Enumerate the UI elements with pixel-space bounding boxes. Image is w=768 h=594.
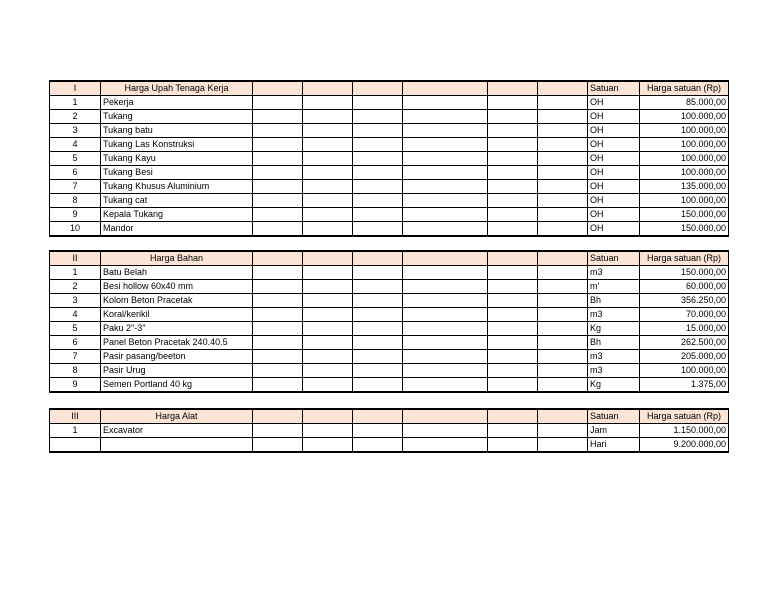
- item-price[interactable]: 100.000,00: [640, 124, 729, 138]
- item-unit[interactable]: OH: [588, 166, 640, 180]
- empty-cell[interactable]: [253, 152, 303, 166]
- item-price[interactable]: 15.000,00: [640, 322, 729, 336]
- empty-cell[interactable]: [303, 194, 353, 208]
- empty-cell: [538, 251, 588, 266]
- empty-cell: [303, 251, 353, 266]
- item-unit[interactable]: Jam: [588, 424, 640, 438]
- empty-cell[interactable]: [538, 208, 588, 222]
- empty-cell[interactable]: [538, 322, 588, 336]
- empty-cell[interactable]: [538, 378, 588, 393]
- empty-cell[interactable]: [303, 96, 353, 110]
- table-row: [50, 336, 729, 350]
- section-title: Harga Upah Tenaga Kerja: [101, 81, 253, 96]
- empty-cell[interactable]: [253, 266, 303, 280]
- item-unit[interactable]: OH: [588, 152, 640, 166]
- empty-cell[interactable]: [538, 138, 588, 152]
- empty-cell[interactable]: [253, 166, 303, 180]
- table-row: [50, 208, 729, 222]
- empty-cell[interactable]: [253, 138, 303, 152]
- empty-cell[interactable]: [253, 378, 303, 393]
- empty-cell[interactable]: [303, 322, 353, 336]
- section-title: Harga Alat: [101, 409, 253, 424]
- price-header: Harga satuan (Rp): [640, 409, 729, 424]
- empty-cell[interactable]: [353, 322, 403, 336]
- item-price[interactable]: 1.375,00: [640, 378, 729, 393]
- empty-cell[interactable]: [303, 138, 353, 152]
- empty-cell[interactable]: [353, 180, 403, 194]
- section-header-row: [50, 409, 729, 424]
- empty-cell[interactable]: [303, 336, 353, 350]
- empty-cell[interactable]: [253, 294, 303, 308]
- empty-cell[interactable]: [488, 294, 538, 308]
- empty-cell[interactable]: [303, 110, 353, 124]
- empty-cell[interactable]: [403, 194, 488, 208]
- item-unit[interactable]: Bh: [588, 336, 640, 350]
- empty-cell[interactable]: [538, 424, 588, 438]
- table-row: [50, 110, 729, 124]
- item-name[interactable]: Pekerja: [101, 96, 253, 110]
- empty-cell[interactable]: [403, 424, 488, 438]
- empty-cell[interactable]: [303, 280, 353, 294]
- empty-cell[interactable]: [353, 222, 403, 237]
- item-name[interactable]: Tukang Kayu: [101, 152, 253, 166]
- empty-cell: [303, 81, 353, 96]
- empty-cell[interactable]: [488, 350, 538, 364]
- row-number[interactable]: 1: [50, 266, 101, 280]
- item-unit[interactable]: OH: [588, 124, 640, 138]
- empty-cell[interactable]: [538, 194, 588, 208]
- row-number[interactable]: 10: [50, 222, 101, 237]
- empty-cell[interactable]: [303, 124, 353, 138]
- row-number[interactable]: 5: [50, 152, 101, 166]
- table-row: [50, 322, 729, 336]
- row-number[interactable]: 6: [50, 336, 101, 350]
- empty-cell[interactable]: [353, 308, 403, 322]
- unit-header: Satuan: [588, 409, 640, 424]
- empty-cell[interactable]: [353, 166, 403, 180]
- empty-cell[interactable]: [303, 378, 353, 393]
- empty-cell[interactable]: [253, 336, 303, 350]
- item-unit[interactable]: Kg: [588, 378, 640, 393]
- empty-cell[interactable]: [538, 110, 588, 124]
- empty-cell[interactable]: [253, 208, 303, 222]
- item-price[interactable]: 150.000,00: [640, 222, 729, 237]
- row-number[interactable]: 7: [50, 350, 101, 364]
- row-number[interactable]: 3: [50, 294, 101, 308]
- empty-cell[interactable]: [538, 222, 588, 237]
- empty-cell: [353, 81, 403, 96]
- table-row: [50, 266, 729, 280]
- empty-cell[interactable]: [353, 208, 403, 222]
- empty-cell[interactable]: [403, 378, 488, 393]
- empty-cell[interactable]: [353, 266, 403, 280]
- empty-cell[interactable]: [403, 96, 488, 110]
- empty-cell[interactable]: [403, 138, 488, 152]
- item-unit[interactable]: m3: [588, 364, 640, 378]
- empty-cell[interactable]: [253, 438, 303, 453]
- table-row: [50, 194, 729, 208]
- item-unit[interactable]: m3: [588, 266, 640, 280]
- empty-cell[interactable]: [488, 308, 538, 322]
- empty-cell: [403, 409, 488, 424]
- item-name[interactable]: Besi hollow 60x40 mm: [101, 280, 253, 294]
- row-number[interactable]: 3: [50, 124, 101, 138]
- item-name[interactable]: Tukang batu: [101, 124, 253, 138]
- empty-cell[interactable]: [303, 438, 353, 453]
- empty-cell[interactable]: [403, 166, 488, 180]
- empty-cell[interactable]: [488, 222, 538, 237]
- empty-cell[interactable]: [253, 194, 303, 208]
- empty-cell[interactable]: [303, 308, 353, 322]
- table-row: [50, 280, 729, 294]
- item-name[interactable]: Kepala Tukang: [101, 208, 253, 222]
- row-number[interactable]: 1: [50, 96, 101, 110]
- empty-cell[interactable]: [253, 350, 303, 364]
- empty-cell[interactable]: [353, 294, 403, 308]
- empty-cell[interactable]: [538, 152, 588, 166]
- price-header: Harga satuan (Rp): [640, 81, 729, 96]
- empty-cell[interactable]: [488, 96, 538, 110]
- empty-cell[interactable]: [488, 424, 538, 438]
- table-row: [50, 308, 729, 322]
- empty-cell[interactable]: [538, 96, 588, 110]
- empty-cell[interactable]: [303, 364, 353, 378]
- empty-cell[interactable]: [303, 152, 353, 166]
- empty-cell[interactable]: [253, 424, 303, 438]
- section-number: I: [50, 81, 101, 96]
- empty-cell[interactable]: [403, 266, 488, 280]
- empty-cell[interactable]: [303, 166, 353, 180]
- price-header: Harga satuan (Rp): [640, 251, 729, 266]
- item-price[interactable]: 85.000,00: [640, 96, 729, 110]
- empty-cell: [253, 81, 303, 96]
- empty-cell: [253, 251, 303, 266]
- item-unit[interactable]: OH: [588, 180, 640, 194]
- empty-cell[interactable]: [403, 336, 488, 350]
- empty-cell[interactable]: [488, 124, 538, 138]
- empty-cell[interactable]: [403, 364, 488, 378]
- empty-cell: [488, 251, 538, 266]
- item-unit[interactable]: OH: [588, 194, 640, 208]
- item-price[interactable]: 150.000,00: [640, 266, 729, 280]
- empty-cell: [403, 251, 488, 266]
- empty-cell[interactable]: [538, 280, 588, 294]
- row-number[interactable]: 7: [50, 180, 101, 194]
- empty-cell[interactable]: [303, 424, 353, 438]
- item-name[interactable]: Koral/kerikil: [101, 308, 253, 322]
- table-row: [50, 350, 729, 364]
- table-row: [50, 294, 729, 308]
- item-name[interactable]: Pasir pasang/beeton: [101, 350, 253, 364]
- empty-cell[interactable]: [353, 364, 403, 378]
- empty-cell[interactable]: [488, 322, 538, 336]
- empty-cell[interactable]: [303, 222, 353, 237]
- empty-cell[interactable]: [303, 266, 353, 280]
- item-unit[interactable]: Kg: [588, 322, 640, 336]
- empty-cell[interactable]: [488, 194, 538, 208]
- table-row: [50, 124, 729, 138]
- empty-cell[interactable]: [488, 280, 538, 294]
- empty-cell[interactable]: [353, 152, 403, 166]
- table-row: [50, 438, 729, 453]
- empty-cell[interactable]: [538, 180, 588, 194]
- empty-cell: [488, 409, 538, 424]
- item-name[interactable]: Tukang: [101, 110, 253, 124]
- empty-cell[interactable]: [353, 138, 403, 152]
- empty-cell[interactable]: [488, 138, 538, 152]
- item-unit[interactable]: OH: [588, 208, 640, 222]
- item-price[interactable]: 100.000,00: [640, 194, 729, 208]
- item-price[interactable]: 1.150.000,00: [640, 424, 729, 438]
- empty-cell[interactable]: [253, 364, 303, 378]
- row-number[interactable]: 5: [50, 322, 101, 336]
- empty-cell[interactable]: [253, 124, 303, 138]
- section-header-row: [50, 251, 729, 266]
- row-number[interactable]: 9: [50, 378, 101, 393]
- empty-cell[interactable]: [353, 96, 403, 110]
- empty-cell: [303, 409, 353, 424]
- empty-cell[interactable]: [253, 280, 303, 294]
- unit-header: Satuan: [588, 81, 640, 96]
- item-price[interactable]: 135.000,00: [640, 180, 729, 194]
- item-name[interactable]: Batu Belah: [101, 266, 253, 280]
- empty-cell[interactable]: [538, 294, 588, 308]
- table-row: [50, 378, 729, 393]
- empty-cell[interactable]: [488, 266, 538, 280]
- empty-cell[interactable]: [303, 180, 353, 194]
- empty-cell[interactable]: [353, 378, 403, 393]
- empty-cell[interactable]: [403, 222, 488, 237]
- empty-cell[interactable]: [403, 124, 488, 138]
- empty-cell[interactable]: [353, 280, 403, 294]
- equipment-table: [49, 408, 729, 453]
- empty-cell[interactable]: [303, 294, 353, 308]
- empty-cell[interactable]: [353, 350, 403, 364]
- item-name[interactable]: Tukang Khusus Aluminium: [101, 180, 253, 194]
- item-name[interactable]: Semen Portland 40 kg: [101, 378, 253, 393]
- item-unit[interactable]: m3: [588, 350, 640, 364]
- empty-cell[interactable]: [403, 110, 488, 124]
- row-number[interactable]: 4: [50, 138, 101, 152]
- empty-cell[interactable]: [488, 336, 538, 350]
- item-name[interactable]: Kolom Beton Pracetak: [101, 294, 253, 308]
- empty-cell[interactable]: [253, 96, 303, 110]
- empty-cell[interactable]: [303, 208, 353, 222]
- empty-cell[interactable]: [538, 350, 588, 364]
- item-unit[interactable]: OH: [588, 138, 640, 152]
- table-row: [50, 138, 729, 152]
- item-price[interactable]: 60.000,00: [640, 280, 729, 294]
- empty-cell[interactable]: [403, 280, 488, 294]
- empty-cell[interactable]: [538, 364, 588, 378]
- row-number[interactable]: 2: [50, 280, 101, 294]
- empty-cell[interactable]: [353, 124, 403, 138]
- item-price[interactable]: 100.000,00: [640, 138, 729, 152]
- item-unit[interactable]: Bh: [588, 294, 640, 308]
- empty-cell[interactable]: [353, 194, 403, 208]
- item-price[interactable]: 150.000,00: [640, 208, 729, 222]
- item-name[interactable]: Tukang Las Konstruksi: [101, 138, 253, 152]
- empty-cell[interactable]: [538, 266, 588, 280]
- row-number[interactable]: 2: [50, 110, 101, 124]
- empty-cell[interactable]: [353, 110, 403, 124]
- empty-cell[interactable]: [353, 438, 403, 453]
- item-unit[interactable]: OH: [588, 96, 640, 110]
- empty-cell[interactable]: [488, 110, 538, 124]
- item-unit[interactable]: m3: [588, 308, 640, 322]
- table-row: [50, 364, 729, 378]
- empty-cell[interactable]: [253, 222, 303, 237]
- item-name[interactable]: Paku 2"-3": [101, 322, 253, 336]
- table-row: [50, 166, 729, 180]
- table-row: [50, 180, 729, 194]
- item-unit[interactable]: Hari: [588, 438, 640, 453]
- empty-cell: [538, 409, 588, 424]
- empty-cell[interactable]: [253, 110, 303, 124]
- item-name[interactable]: Pasir Urug: [101, 364, 253, 378]
- empty-cell[interactable]: [353, 424, 403, 438]
- empty-cell: [253, 409, 303, 424]
- row-number[interactable]: [50, 438, 101, 453]
- table-row: [50, 424, 729, 438]
- labor-rates-table: [49, 80, 729, 237]
- empty-cell: [353, 251, 403, 266]
- empty-cell[interactable]: [488, 166, 538, 180]
- unit-header: Satuan: [588, 251, 640, 266]
- section-number: III: [50, 409, 101, 424]
- item-unit[interactable]: m': [588, 280, 640, 294]
- empty-cell[interactable]: [403, 322, 488, 336]
- empty-cell[interactable]: [538, 166, 588, 180]
- empty-cell[interactable]: [488, 438, 538, 453]
- item-price[interactable]: 262.500,00: [640, 336, 729, 350]
- empty-cell[interactable]: [253, 180, 303, 194]
- empty-cell: [403, 81, 488, 96]
- row-number[interactable]: 8: [50, 194, 101, 208]
- table-row: [50, 222, 729, 237]
- empty-cell: [538, 81, 588, 96]
- table-row: [50, 152, 729, 166]
- item-price[interactable]: 205.000,00: [640, 350, 729, 364]
- materials-table: [49, 250, 729, 393]
- row-number[interactable]: 4: [50, 308, 101, 322]
- empty-cell[interactable]: [488, 180, 538, 194]
- item-price[interactable]: 100.000,00: [640, 152, 729, 166]
- empty-cell[interactable]: [488, 364, 538, 378]
- empty-cell[interactable]: [253, 322, 303, 336]
- item-name[interactable]: Tukang cat: [101, 194, 253, 208]
- item-price[interactable]: 100.000,00: [640, 364, 729, 378]
- empty-cell[interactable]: [253, 308, 303, 322]
- row-number[interactable]: 6: [50, 166, 101, 180]
- table-row: [50, 96, 729, 110]
- item-unit[interactable]: OH: [588, 222, 640, 237]
- empty-cell[interactable]: [403, 180, 488, 194]
- empty-cell[interactable]: [488, 152, 538, 166]
- section-title: Harga Bahan: [101, 251, 253, 266]
- empty-cell[interactable]: [353, 336, 403, 350]
- empty-cell[interactable]: [303, 350, 353, 364]
- empty-cell[interactable]: [538, 308, 588, 322]
- empty-cell[interactable]: [538, 336, 588, 350]
- row-number[interactable]: 1: [50, 424, 101, 438]
- item-name[interactable]: Panel Beton Pracetak 240.40.5: [101, 336, 253, 350]
- item-name[interactable]: Tukang Besi: [101, 166, 253, 180]
- empty-cell[interactable]: [403, 308, 488, 322]
- row-number[interactable]: 9: [50, 208, 101, 222]
- empty-cell[interactable]: [488, 208, 538, 222]
- item-price[interactable]: 100.000,00: [640, 166, 729, 180]
- empty-cell[interactable]: [538, 438, 588, 453]
- item-name[interactable]: Excavator: [101, 424, 253, 438]
- row-number[interactable]: 8: [50, 364, 101, 378]
- item-price[interactable]: 9.200.000,00: [640, 438, 729, 453]
- empty-cell: [353, 409, 403, 424]
- empty-cell[interactable]: [403, 350, 488, 364]
- section-number: II: [50, 251, 101, 266]
- empty-cell[interactable]: [403, 152, 488, 166]
- item-price[interactable]: 356.250,00: [640, 294, 729, 308]
- empty-cell[interactable]: [403, 294, 488, 308]
- item-name[interactable]: [101, 438, 253, 453]
- item-name[interactable]: Mandor: [101, 222, 253, 237]
- empty-cell[interactable]: [403, 208, 488, 222]
- empty-cell[interactable]: [488, 378, 538, 393]
- item-price[interactable]: 70.000,00: [640, 308, 729, 322]
- item-unit[interactable]: OH: [588, 110, 640, 124]
- section-header-row: [50, 81, 729, 96]
- empty-cell[interactable]: [403, 438, 488, 453]
- empty-cell: [488, 81, 538, 96]
- empty-cell[interactable]: [538, 124, 588, 138]
- item-price[interactable]: 100.000,00: [640, 110, 729, 124]
